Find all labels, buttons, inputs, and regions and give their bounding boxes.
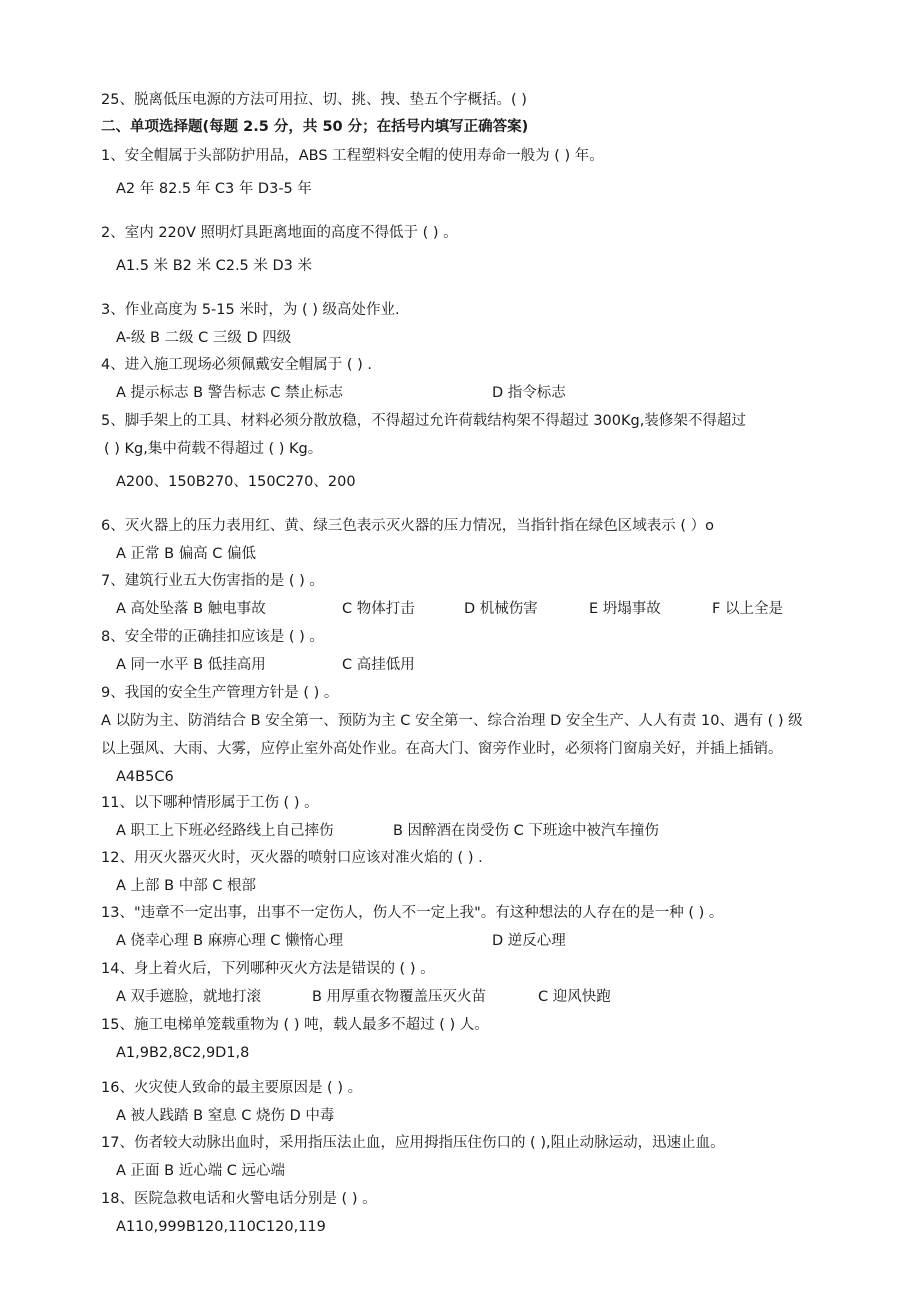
question-9-options: A 以防为主、防消结合 B 安全第一、预防为主 C 安全第一、综合治理 D 安全生产、人人有责 10、遇有 ( ) 级 xyxy=(101,713,803,729)
question-16: 16、火灾使人致命的最主要原因是 ( ) 。 xyxy=(101,1080,363,1096)
question-15-options: A1,9B2,8C2,9D1,8 xyxy=(116,1045,250,1061)
question-4-options-abc: A 提示标志 B 警告标志 C 禁止标志 xyxy=(116,385,344,401)
question-11-option-a: A 职工上下班必经路线上自己摔伤 xyxy=(116,823,334,839)
question-17-options: A 正面 B 近心端 C 远心端 xyxy=(116,1163,286,1179)
question-7-option-c: C 物体打击 xyxy=(342,601,415,617)
question-1-options: A2 年 82.5 年 C3 年 D3-5 年 xyxy=(116,181,312,197)
question-7-option-f: F 以上全是 xyxy=(712,601,783,617)
question-8: 8、安全带的正确挂扣应该是 ( ) 。 xyxy=(101,629,324,645)
question-13-options-abc: A 侥幸心理 B 麻痹心理 C 懒惰心理 xyxy=(116,933,344,949)
question-25: 25、脱离低压电源的方法可用拉、切、挑、拽、垫五个字概括。( ) xyxy=(101,92,527,108)
question-4: 4、进入施工现场必须佩戴安全帽属于 ( ) . xyxy=(101,357,372,373)
question-2-options: A1.5 米 B2 米 C2.5 米 D3 米 xyxy=(116,258,312,274)
question-14: 14、身上着火后，下列哪种灭火方法是错误的 ( ) 。 xyxy=(101,961,435,977)
question-6: 6、灭火器上的压力表用红、黄、绿三色表示灭火器的压力情况，当指针指在绿色区域表示 ( ）o xyxy=(101,518,714,534)
question-2: 2、室内 220V 照明灯具距离地面的高度不得低于 ( ) 。 xyxy=(101,225,458,241)
question-17: 17、伤者较大动脉出血时，采用指压法止血，应用拇指压住伤口的 ( ),阻止动脉运动，迅速止血。 xyxy=(101,1135,725,1151)
question-12-options: A 上部 B 中部 C 根部 xyxy=(116,878,257,894)
question-7-option-d: D 机械伤害 xyxy=(464,601,538,617)
question-9: 9、我国的安全生产管理方针是 ( ) 。 xyxy=(101,685,339,701)
question-15: 15、施工电梯单笼载重物为 ( ) 吨，载人最多不超过 ( ) 人。 xyxy=(101,1017,489,1033)
question-5-options: A200、150B270、150C270、200 xyxy=(116,474,356,490)
question-18: 18、医院急救电话和火警电话分别是 ( ) 。 xyxy=(101,1191,377,1207)
question-5: 5、脚手架上的工具、材料必须分散放稳，不得超过允许荷载结构架不得超过 300Kg,装修架不得超过 xyxy=(101,413,746,429)
question-6-options: A 正常 B 偏高 C 偏低 xyxy=(116,546,257,562)
question-13: 13、"违章不一定出事，出事不一定伤人，伤人不一定上我"。有这种想法的人存在的是一种 ( ) 。 xyxy=(101,905,724,921)
question-3-options: A-级 B 二级 C 三级 D 四级 xyxy=(116,330,292,346)
section-heading: 二、单项选择题(每题 2.5 分，共 50 分；在括号内填写正确答案) xyxy=(101,119,529,135)
question-3: 3、作业高度为 5-15 米时，为 ( ) 级高处作业. xyxy=(101,302,400,318)
question-14-option-c: C 迎风快跑 xyxy=(538,989,611,1005)
question-7-options-ab: A 高处坠落 B 触电事故 xyxy=(116,601,266,617)
question-10-options: A4B5C6 xyxy=(116,769,174,785)
question-7-option-e: E 坍塌事故 xyxy=(589,601,661,617)
question-12: 12、用灭火器灭火时，灭火器的喷射口应该对准火焰的 ( ) . xyxy=(101,850,483,866)
question-13-option-d: D 逆反心理 xyxy=(492,933,566,949)
question-14-option-b: B 用厚重衣物覆盖压灭火苗 xyxy=(312,989,487,1005)
question-5-continued: ( ) Kg,集中荷载不得超过 ( ) Kg。 xyxy=(104,441,323,457)
question-7: 7、建筑行业五大伤害指的是 ( ) 。 xyxy=(101,573,324,589)
question-16-options: A 被人践踏 B 窒息 C 烧伤 D 中毒 xyxy=(116,1108,335,1124)
question-1: 1、安全帽属于头部防护用品，ABS 工程塑料安全帽的使用寿命一般为 ( ) 年。 xyxy=(101,148,604,164)
question-8-option-c: C 高挂低用 xyxy=(342,657,415,673)
question-11: 11、以下哪种情形属于工伤 ( ) 。 xyxy=(101,795,319,811)
question-10-continued: 以上强风、大雨、大雾，应停止室外高处作业。在高大门、窗旁作业时，必须将门窗扇关好，并插上插销。 xyxy=(101,741,783,757)
question-14-option-a: A 双手遮脸，就地打滚 xyxy=(116,989,262,1005)
question-18-options: A110,999B120,110C120,119 xyxy=(116,1219,326,1235)
question-11-options-bc: B 因醉酒在岗受伤 C 下班途中被汽车撞伤 xyxy=(393,823,659,839)
question-8-options-ab: A 同一水平 B 低挂高用 xyxy=(116,657,266,673)
question-4-option-d: D 指令标志 xyxy=(492,385,566,401)
